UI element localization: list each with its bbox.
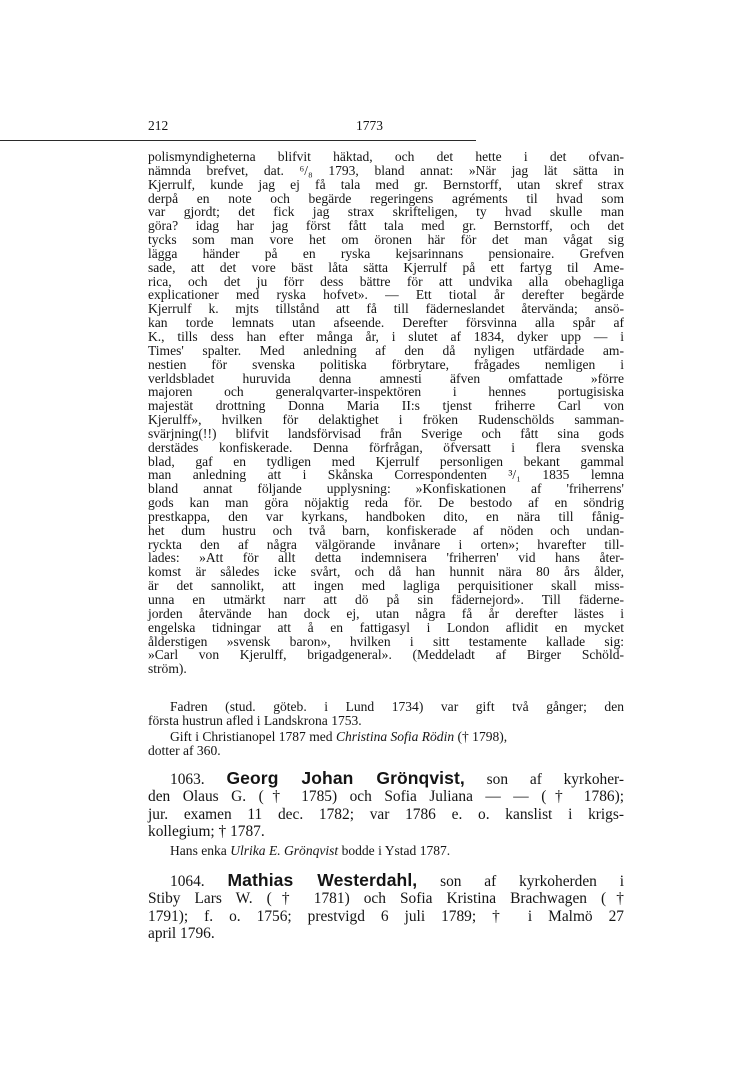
parents-note-2 — [148, 714, 624, 728]
footnote-line: lägga händer på en ryska kejsarinnans pensionaire. Grefven — [148, 245, 624, 261]
entry-1064 — [148, 872, 624, 943]
spouse-name: Christina Sofia Rödin — [335, 729, 455, 744]
person-name: Georg Johan Grönqvist, — [226, 768, 465, 788]
entry-1064-line-3: 1791); f. o. 1756; prestvigd 6 juli 1789; † i Malmö 27 — [148, 907, 624, 925]
widow-text-c: bodde i Ystad 1787. — [338, 843, 451, 858]
footnote-line: Times' spalter. Med anledning af den då nyligen utfärdade am- — [148, 342, 624, 358]
entry-1064-line-1 — [148, 872, 624, 890]
footnote-line: derstädes konfiskerade. Denna förfrågan, öfversatt i flera svenska — [148, 439, 624, 455]
footnote-line: Kjerrulf, kunde jag ej få tala med gr. Bernstorff, utan skref strax — [148, 176, 624, 192]
footnote-line: rica, och det ju förr dess bättre för att undvika alla obehagliga — [148, 273, 624, 289]
footnote-line: bland annat följande upplysning: »Konfiskationen af 'friherrens' — [148, 481, 624, 497]
entry-1063-line-3: jur. examen 11 dec. 1782; var 1786 e. o. kanslist i krigs- — [148, 805, 624, 823]
footnote-line: kan torde lemnats utan afseende. Derefter försvinna alla spår af — [148, 315, 624, 331]
footnote-line: ström). — [148, 661, 187, 677]
footnote-line: Kjerrulf k. mjts tillstånd att få till fäderneslandet återvända; ansö- — [148, 301, 624, 317]
footnote-line: derpå en note och begärde regeringens agréments til hvad som — [148, 190, 624, 206]
footnote-line: nestien för svenska politiska förbrytare, frågades nemligen i — [148, 356, 624, 372]
entry-1064-line-1-rest: son af kyrkoherden i — [417, 873, 624, 890]
entry-number: 1064. — [170, 873, 205, 890]
footnote-line: ryckta den af några välgörande invånare i orten»; hvarefter till- — [148, 536, 624, 552]
widow-name: Ulrika E. Grönqvist — [230, 843, 339, 858]
page-header — [148, 118, 624, 136]
widow-note — [170, 844, 624, 858]
parents-line-2: första hustrun afled i Landskrona 1753. — [148, 713, 362, 728]
header-rule — [0, 140, 476, 141]
footnote-line: polismyndigheterna blifvit häktad, och det hette i det ofvan- — [148, 149, 624, 164]
footnote-line: komst är således icke svårt, och då han hunnit nära 80 års ålder, — [148, 564, 624, 580]
married-line-2: dotter af 360. — [148, 743, 221, 758]
footnote-line: tycks som man vore het om öronen här för det man vågat sig — [148, 232, 624, 248]
footnote-line: explicationer med ryska hofvet». — Ett tiotal år derefter begärde — [148, 287, 624, 303]
entry-1063-line-2: den Olaus G. († 1785) och Sofia Juliana — — († 1786); — [148, 788, 624, 806]
footnote-line: man anledning att i Skånska Correspondenten ³/₁ 1835 lemna — [148, 467, 624, 483]
footnote-line: svärjning(!!) blifvit landsförvisad från Sverige och fått sina gods — [148, 425, 624, 441]
married-note — [148, 730, 624, 744]
running-header — [148, 118, 624, 136]
entry-1064-line-4: april 1796. — [148, 925, 215, 943]
footnote-line: »Carl von Kjerulff, brigadgeneral». (Meddeladt af Birger Schöld- — [148, 647, 624, 663]
footnote-line: ålderstigen »svensk baron», hvilken i sitt testamente kallade sig: — [148, 633, 624, 649]
page-number: 212 — [148, 118, 169, 133]
married-text-a: Gift i Christianopel 1787 med — [170, 729, 336, 744]
entry-1063-line-1 — [148, 770, 624, 788]
footnote-line: lades: »Att för allt detta indemnisera 'friherren' vid hans åter- — [148, 550, 624, 566]
parents-line-1: Fadren (stud. göteb. i Lund 1734) var gift två gånger; den — [170, 699, 624, 714]
footnote-line: K., tills dess han efter många år, i slutet af 1834, dyker upp — i — [148, 328, 624, 344]
footnote-line: majestät drottning Donna Maria II:s tjenst friherre Carl von — [148, 398, 624, 414]
entry-1063-line-4: kollegium; † 1787. — [148, 823, 265, 841]
footnote-line: het dum hustru och två barn, konfiskerade af nöden och undan- — [148, 522, 624, 538]
entry-1063 — [148, 770, 624, 841]
widow-text-a: Hans enka — [170, 843, 231, 858]
footnote-line: jorden återvände han dock ej, utan några få år derefter lästes i — [148, 605, 624, 621]
footnote-line: sade, att det vore bäst låta sätta Kjerrulf på ett fartyg til Ame- — [148, 259, 624, 275]
person-name: Mathias Westerdahl, — [227, 870, 418, 890]
footnote-line: gods kan man göra nöjaktig reda för. De bestodo af en söndrig — [148, 495, 624, 511]
parents-note — [148, 700, 624, 714]
married-line-1 — [170, 730, 624, 744]
entry-number: 1063. — [170, 771, 205, 788]
footnote-line: var gjordt; det fick jag strax skrifteligen, ty hvad skulle man — [148, 204, 624, 220]
footnote-line: verldsbladet huruvida denna amnesti äfven omfattade »förre — [148, 370, 624, 386]
footnote-line: unna en utmärkt narr att dö på sin fädernejord». Till fäderne- — [148, 592, 624, 607]
footnote-line: göra? idag har jag först fått tala med gr. Bernstorff, och det — [148, 218, 624, 234]
entry-1064-line-2: Stiby Lars W. († 1781) och Sofia Kristina Brachwagen († — [148, 890, 624, 908]
header-year: 1773 — [356, 118, 383, 133]
footnote-line: är det sannolikt, att ingen med lagliga perquisitioner skall miss- — [148, 578, 624, 594]
married-note-2 — [148, 744, 624, 758]
footnote-line: nämnda brefvet, dat. ⁶/₈ 1793, bland annat: »När jag lät sätta in — [148, 162, 624, 178]
footnote-line: prestkappa, den var kyrkans, handboken dito, en nära till fånig- — [148, 508, 624, 524]
entry-1063-note — [148, 844, 624, 858]
footnote-line: majoren och generalqvarter-inspektören i hennes portugisiska — [148, 384, 624, 400]
married-text-c: († 1798), — [454, 729, 508, 744]
footnote-text — [148, 150, 624, 676]
footnote-line: blad, gaf en tydligen med Kjerrulf personligen bekant gammal — [148, 453, 624, 469]
footnote-line: engelska tidningar att å en fattigasyl i London aflidit en mycket — [148, 619, 624, 635]
footnote-line: Kjerulff», hvilken för delaktighet i fröken Rudenschölds samman- — [148, 412, 624, 428]
entry-1063-line-1-rest: son af kyrkoher- — [464, 771, 624, 788]
